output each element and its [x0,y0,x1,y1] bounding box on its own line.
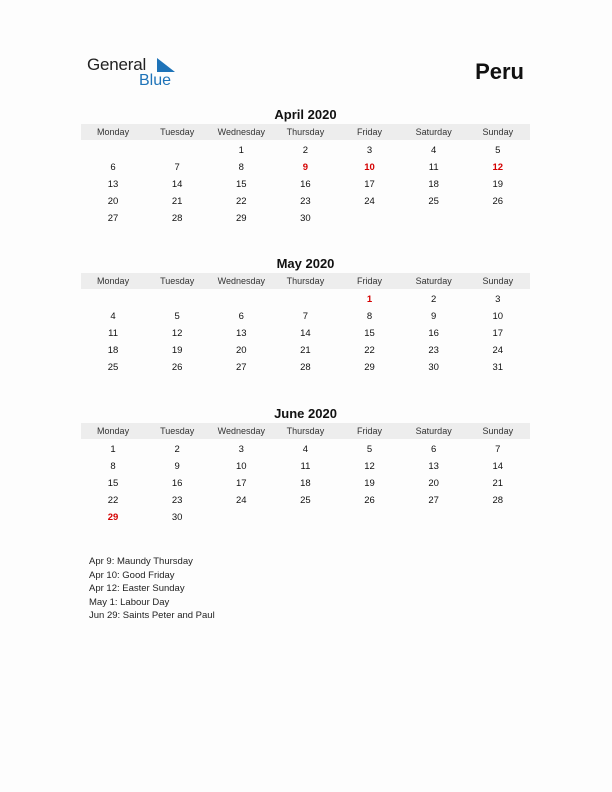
weekday-label: Friday [357,426,383,436]
weekday-header [81,273,530,289]
day-cell: 18 [428,179,439,190]
holiday-note: Apr 12: Easter Sunday [89,583,185,594]
day-cell: 14 [300,328,311,339]
day-cell: 9 [174,461,180,472]
day-cell: 30 [171,512,183,523]
day-cell: 18 [107,345,119,356]
day-cell: 24 [364,196,375,207]
day-cell: 9 [431,311,437,322]
day-cell: 14 [171,179,183,190]
weekday-header [81,423,530,439]
weekday-label: Monday [97,426,130,436]
empty-day-cell [273,509,337,526]
day-cell: 2 [302,145,309,156]
weekday-label: Saturday [415,276,452,286]
weekday-label: Sunday [482,426,514,436]
day-cell: 13 [428,461,439,472]
day-cell: 20 [236,345,247,356]
weekday-label: Wednesday [217,127,265,137]
weekday-label: Saturday [415,426,452,436]
week-row [81,142,530,159]
day-cell: 22 [364,345,375,356]
week-row [81,210,530,227]
logo-text-blue: Blue [139,72,172,89]
empty-day-cell [466,509,530,526]
empty-day-cell [209,509,273,526]
day-cell: 25 [428,196,439,207]
day-cell: 12 [171,328,183,339]
day-cell: 28 [492,495,504,506]
day-cell: 20 [428,478,439,489]
day-cell: 7 [302,311,309,322]
day-cell: 8 [238,162,244,173]
day-cell: 10 [236,461,247,472]
day-cell: 21 [492,478,504,489]
day-cell: 6 [238,311,244,322]
weekday-label: Monday [97,127,130,137]
week-row [81,325,530,342]
day-cell: 28 [171,213,183,224]
day-cell: 22 [236,196,247,207]
day-cell: 16 [428,328,439,339]
day-cell: 5 [174,311,180,322]
empty-day-cell [402,509,466,526]
empty-day-cell [145,291,209,308]
empty-day-cell [402,210,466,227]
week-row [81,291,530,308]
day-cell: 8 [110,461,116,472]
empty-day-cell [81,142,145,159]
day-cell: 30 [428,362,439,373]
day-cell: 27 [428,495,439,506]
holiday-list [89,555,215,623]
day-cell: 19 [171,345,183,356]
day-cell: 11 [300,461,311,472]
month-title: April 2020 [274,107,337,122]
month-grid [81,291,530,376]
weekday-label: Sunday [482,276,514,286]
day-cell: 2 [431,294,437,305]
weekday-label: Monday [97,276,130,286]
holiday-note: Apr 10: Good Friday [89,569,175,581]
day-cell: 4 [302,444,309,455]
day-cell: 14 [492,461,504,472]
day-cell: 31 [492,362,504,373]
empty-day-cell [81,291,145,308]
day-cell: 30 [300,213,311,224]
day-cell: 16 [171,478,183,489]
weekday-label: Wednesday [217,276,265,286]
week-row [81,359,530,376]
empty-day-cell [209,291,273,308]
day-cell: 11 [428,162,439,173]
month-grid [81,142,530,227]
day-cell: 23 [300,196,311,207]
day-cell: 19 [492,179,504,190]
day-cell: 3 [495,294,501,305]
empty-day-cell [466,210,530,227]
weekday-label: Saturday [415,127,452,137]
day-cell: 5 [366,444,373,455]
day-cell: 15 [236,179,247,190]
week-row [81,308,530,325]
week-row [81,492,530,509]
day-cell: 1 [366,294,373,305]
weekday-label: Wednesday [217,426,265,436]
day-cell: 26 [171,362,183,373]
day-cell: 6 [110,162,116,173]
empty-day-cell [338,210,402,227]
day-cell: 15 [364,328,375,339]
weekday-label: Friday [357,276,383,286]
month-june [81,406,530,526]
day-cell: 10 [364,162,375,173]
day-cell: 24 [492,345,504,356]
holiday-note: Apr 9: Maundy Thursday [89,556,193,567]
day-cell: 24 [236,495,247,506]
weekday-label: Tuesday [160,276,195,286]
empty-day-cell [338,509,402,526]
weekday-label: Thursday [286,127,325,137]
day-cell: 12 [492,162,504,173]
day-cell: 3 [238,444,244,455]
logo-triangle-icon [157,58,175,72]
empty-day-cell [145,142,209,159]
day-cell: 7 [174,162,180,173]
empty-day-cell [273,291,337,308]
day-cell: 17 [492,328,504,339]
generalblue-logo [87,55,197,95]
day-cell: 17 [364,179,375,190]
weekday-label: Tuesday [160,127,195,137]
week-row [81,342,530,359]
week-row [81,441,530,458]
weekday-label: Friday [357,127,383,137]
weekday-label: Thursday [286,276,325,286]
month-grid [81,441,530,526]
day-cell: 15 [107,478,119,489]
weekday-header [81,124,530,140]
day-cell: 21 [300,345,311,356]
week-row [81,176,530,193]
day-cell: 18 [300,478,311,489]
holiday-note: May 1: Labour Day [89,596,170,608]
day-cell: 26 [492,196,504,207]
day-cell: 4 [110,311,116,322]
month-april [81,107,530,227]
week-row [81,475,530,492]
day-cell: 12 [364,461,375,472]
weekday-label: Sunday [482,127,514,137]
day-cell: 13 [107,179,119,190]
day-cell: 21 [171,196,183,207]
day-cell: 9 [302,162,309,173]
day-cell: 16 [300,179,311,190]
logo-text-general: General [87,55,147,74]
day-cell: 22 [107,495,119,506]
day-cell: 7 [495,444,501,455]
day-cell: 13 [236,328,247,339]
day-cell: 1 [238,145,244,156]
day-cell: 11 [108,328,118,339]
weekday-label: Tuesday [160,426,195,436]
holiday-note: Jun 29: Saints Peter and Paul [89,610,215,621]
week-row [81,458,530,475]
day-cell: 23 [428,345,439,356]
day-cell: 5 [495,145,501,156]
day-cell: 1 [110,444,116,455]
weekday-label: Thursday [286,426,325,436]
day-cell: 25 [107,362,119,373]
day-cell: 29 [236,213,247,224]
day-cell: 28 [300,362,311,373]
day-cell: 4 [431,145,437,156]
day-cell: 27 [236,362,247,373]
month-title: May 2020 [276,256,335,271]
day-cell: 23 [171,495,183,506]
day-cell: 6 [431,444,437,455]
day-cell: 3 [366,145,373,156]
day-cell: 19 [364,478,375,489]
day-cell: 25 [300,495,311,506]
month-title: June 2020 [274,406,337,421]
week-row [81,509,530,526]
day-cell: 27 [107,213,119,224]
day-cell: 10 [492,311,504,322]
day-cell: 29 [107,512,119,523]
week-row [81,159,530,176]
month-may [81,256,530,376]
day-cell: 20 [107,196,119,207]
day-cell: 29 [364,362,375,373]
country-title: Peru [475,59,524,84]
day-cell: 2 [174,444,180,455]
day-cell: 8 [366,311,373,322]
day-cell: 26 [364,495,375,506]
day-cell: 17 [236,478,247,489]
week-row [81,193,530,210]
